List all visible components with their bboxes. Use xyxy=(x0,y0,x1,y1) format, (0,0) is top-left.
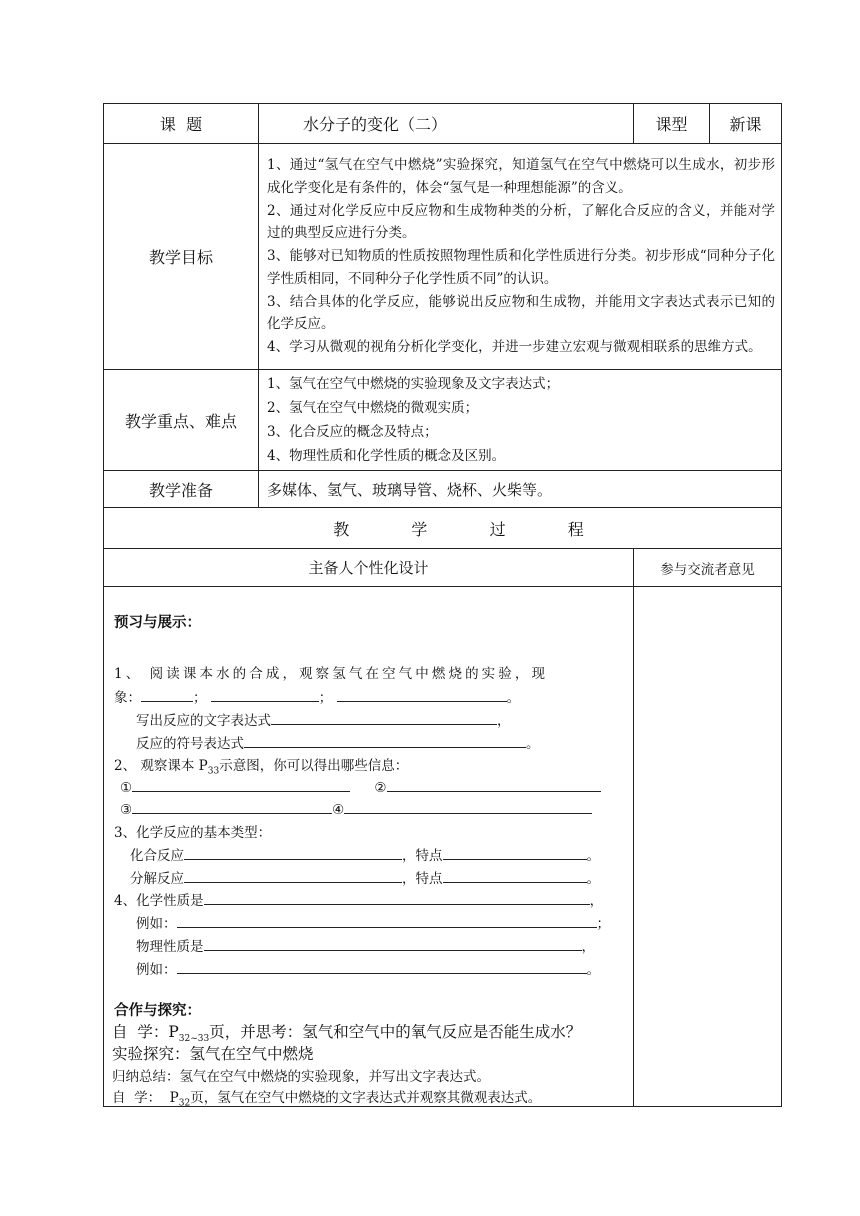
keypoint-item: 1、氢气在空气中燃烧的实验现象及文字表达式； xyxy=(267,376,560,392)
answer-blank xyxy=(204,890,590,905)
content-row xyxy=(104,587,782,1107)
objectives-list xyxy=(259,144,782,370)
answer-blank xyxy=(271,710,497,725)
column-header-row xyxy=(104,549,782,587)
preview-heading: 预习与展示： xyxy=(114,615,201,631)
objective-item: 3、能够对已知物质的性质按照物理性质和化学性质进行分类。初步形成“同种分子化学性质相同，不同种分子化学性质不同”的认识。 xyxy=(267,248,775,287)
summary-line: 归纳总结：氢气在空气中燃烧的实验现象，并写出文字表达式。 xyxy=(112,1069,490,1085)
lesson-type-value: 新课 xyxy=(710,104,782,144)
experiment-line: 实验探究：氢气在空气中燃烧 xyxy=(112,1045,314,1063)
preparation-label: 教学准备 xyxy=(104,471,259,508)
process-title-row xyxy=(104,508,782,549)
objectives-label: 教学目标 xyxy=(104,144,259,370)
question-2-answers-a: ① ② xyxy=(120,777,627,796)
answer-blank xyxy=(177,959,587,974)
objective-item: 1、通过“氢气在空气中燃烧”实验探究，知道氢气在空气中燃烧可以生成水，初步形成化学变化是有条件的，体会“氢气是一种理想能源”的含义。 xyxy=(267,156,775,196)
comments-header: 参与交流者意见 xyxy=(634,549,782,587)
question-1-answers: 象： ； ； 。 xyxy=(114,686,627,706)
keypoints-label: 教学重点、难点 xyxy=(104,370,259,471)
answer-blank xyxy=(443,845,587,860)
question-3-text: 3、化学反应的基本类型： xyxy=(114,825,272,841)
self-study-1: 自 学：$P_{32\sim 33}$页，并思考：氢气和空气中的氧气反应是否能生成水？ xyxy=(112,1023,582,1045)
header-row xyxy=(104,104,782,144)
design-cell xyxy=(104,587,634,1107)
answer-blank xyxy=(132,799,332,814)
preparation-row xyxy=(104,471,782,508)
objective-item: 3、结合具体的化学反应，能够说出反应物和生成物，并能用文字表达式表示已知的化学反应。 xyxy=(267,293,775,333)
answer-blank xyxy=(184,845,402,860)
physical-property-line: 物理性质是 ， xyxy=(136,935,627,955)
answer-blank xyxy=(177,913,597,928)
answer-blank xyxy=(344,799,592,814)
self-study-2: 自 学： $P_{32}$页，氢气在空气中燃烧的文字表达式并观察其微观表达式。 xyxy=(112,1090,542,1109)
answer-blank xyxy=(184,868,402,883)
lesson-plan-table xyxy=(103,103,782,1107)
comments-cell xyxy=(634,587,782,1107)
objective-item: 2、通过对化学反应中反应物和生成物种类的分析，了解化合反应的含义，并能对学过的典型反应进行分类。 xyxy=(267,202,775,242)
answer-blank xyxy=(443,868,587,883)
question-4-text: 4、化学性质是 ， xyxy=(114,889,627,909)
word-equation-line: 写出反应的文字表达式 ， xyxy=(136,709,627,729)
topic-value: 水分子的变化（二） xyxy=(259,104,634,144)
combination-reaction-line: 化合反应 ，特点 。 xyxy=(130,844,627,864)
question-1-text: 1、 阅读课本水的合成，观察氢气在空气中燃烧的实验，现 xyxy=(114,666,549,682)
answer-blank xyxy=(211,687,319,702)
answer-blank xyxy=(337,687,507,702)
symbol-equation-line: 反应的符号表达式 。 xyxy=(136,732,627,752)
chemical-example-line: 例如： ； xyxy=(136,912,627,932)
physical-example-line: 例如： 。 xyxy=(136,958,627,978)
lesson-type-label: 课型 xyxy=(634,104,710,144)
design-header: 主备人个性化设计 xyxy=(104,549,634,587)
keypoint-item: 4、物理性质和化学性质的概念及区别。 xyxy=(267,448,506,464)
answer-blank xyxy=(244,733,526,748)
keypoint-item: 3、化合反应的概念及特点； xyxy=(267,424,438,440)
keypoint-item: 2、氢气在空气中燃烧的微观实质； xyxy=(267,400,479,416)
answer-blank xyxy=(141,687,193,702)
keypoints-list xyxy=(259,370,782,471)
process-title: 教 学 过 程 xyxy=(104,508,782,549)
decomposition-reaction-line: 分解反应 ，特点 。 xyxy=(130,867,627,887)
answer-blank xyxy=(387,777,601,792)
cooperation-heading: 合作与探究： xyxy=(114,1003,201,1019)
preparation-value: 多媒体、氢气、玻璃导管、烧杯、火柴等。 xyxy=(259,471,782,508)
keypoints-row xyxy=(104,370,782,471)
question-2-text: 2、 观察课本 $P_{33}$示意图，你可以得出哪些信息： xyxy=(114,758,409,777)
question-2-answers-b: ③ ④ xyxy=(120,799,627,818)
objectives-row xyxy=(104,144,782,370)
topic-label: 课 题 xyxy=(104,104,259,144)
answer-blank xyxy=(204,936,582,951)
answer-blank xyxy=(132,777,350,792)
objective-item: 4、学习从微观的视角分析化学变化，并进一步建立宏观与微观相联系的思维方式。 xyxy=(267,339,762,356)
